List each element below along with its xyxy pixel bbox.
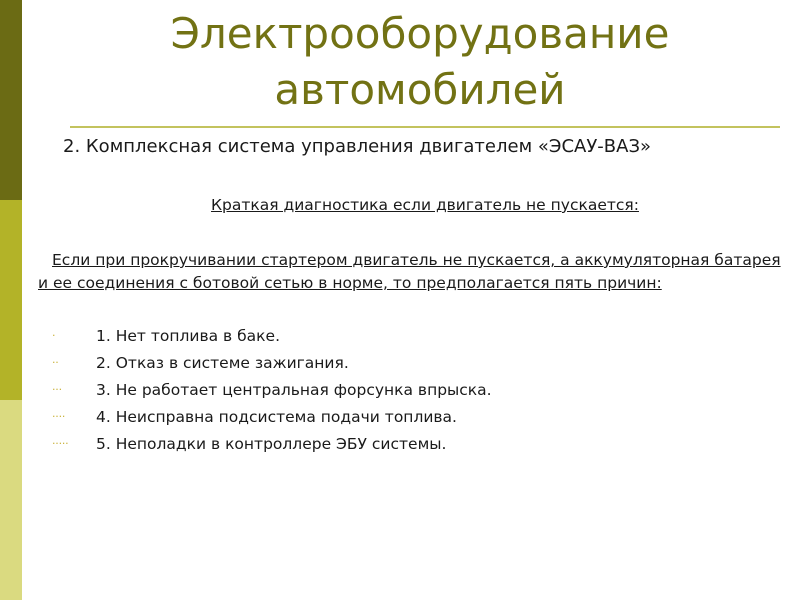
slide-title (40, 6, 800, 118)
reason-text: 3. Не работает центральная форсунка впрыска. (96, 381, 492, 399)
reason-text: 5. Неполадки в контроллере ЭБУ системы. (96, 435, 447, 453)
bullet-dots-icon: ··· (52, 383, 62, 396)
title-divider (70, 126, 780, 128)
reason-text: 2. Отказ в системе зажигания. (96, 354, 349, 372)
section-heading: Краткая диагностика если двигатель не пускается: (211, 196, 639, 214)
bullet-dots-icon: ····· (52, 437, 69, 450)
decorative-side-bar (0, 0, 22, 600)
side-bar-segment-dark (0, 0, 22, 200)
slide-subtitle: 2. Комплексная система управления двигателем «ЭСАУ-ВАЗ» (63, 136, 652, 157)
bullet-dots-icon: ·· (52, 356, 59, 369)
side-bar-segment-light (0, 400, 22, 600)
bullet-dots-icon: · (52, 329, 56, 342)
reason-text: 1. Нет топлива в баке. (96, 327, 280, 345)
side-bar-segment-mid (0, 200, 22, 400)
reason-text: 4. Неисправна подсистема подачи топлива. (96, 408, 457, 426)
slide-title-line-1: Электрооборудование (170, 9, 670, 58)
slide-title-line-2: автомобилей (274, 65, 566, 114)
intro-paragraph: Если при прокручивании стартером двигатель не пускается, а аккумуляторная батарея и ее соединения с ботовой сетью в норме, то предполагается пять причин: (38, 251, 781, 292)
bullet-dots-icon: ···· (52, 410, 66, 423)
